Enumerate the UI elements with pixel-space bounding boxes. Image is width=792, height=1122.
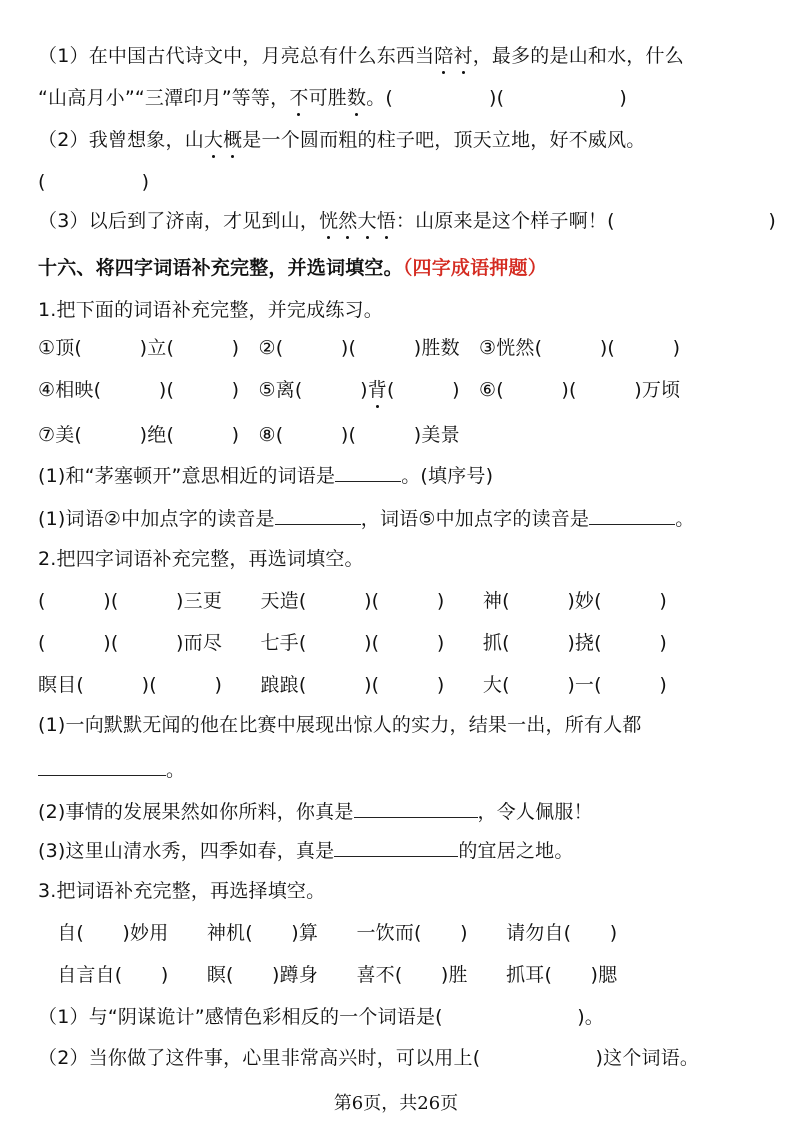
- page-number: 第6页，共26页: [333, 1093, 459, 1114]
- dotted-char: 悟: [376, 210, 396, 232]
- text: ，词语⑤中加点字的读音是: [360, 508, 590, 530]
- answer-line[interactable]: [38, 757, 166, 776]
- sub2-heading: 2.把四字词语补充完整，再选词填空。: [38, 548, 364, 570]
- answer-line[interactable]: [335, 463, 401, 482]
- answer-line[interactable]: [354, 799, 478, 818]
- sub2-row2[interactable]: ( )( )而尽 七手( )( ) 抓( )挠( ): [38, 632, 667, 654]
- q15-3-line: [38, 209, 776, 233]
- q15-1-line1: [38, 44, 684, 68]
- sub2-row1[interactable]: ( )( )三更 天造( )( ) 神( )妙( ): [38, 590, 667, 612]
- sub1-q2: [38, 506, 694, 531]
- q15-2-answer[interactable]: ( ): [38, 171, 150, 193]
- text: 。(填序号): [401, 465, 494, 487]
- sub3-heading: 3.把词语补充完整，再选择填空。: [38, 880, 326, 902]
- dotted-char: 大: [203, 129, 224, 151]
- text: （3）以后到了济南，才见到山，: [38, 210, 320, 232]
- text: （2）我曾想象，山: [38, 129, 204, 151]
- answer-blanks[interactable]: 。( )( ): [366, 87, 628, 109]
- answer-line[interactable]: [334, 838, 458, 857]
- dotted-char: 概: [223, 129, 243, 151]
- sub2-q3: [38, 838, 574, 863]
- sub3-row2[interactable]: 自言自( ) 瞑( )蹲身 喜不( )胜 抓耳( )腮: [38, 964, 618, 986]
- text: (1)和“茅塞顿开”意思相近的词语是: [38, 465, 336, 487]
- text[interactable]: ( ) ⑥( )( )万顷: [386, 379, 681, 401]
- answer-blank[interactable]: ：山原来是这个样子啊！( ): [395, 210, 776, 232]
- sub2-q1: (1)一向默默无闻的他在比赛中展现出惊人的实力，结果一出，所有人都: [38, 714, 642, 736]
- text: “山高月小”“三潭印月”等等，: [38, 87, 290, 109]
- text[interactable]: ④相映( )( ) ⑤离( ): [38, 379, 368, 401]
- text: 。: [675, 508, 695, 530]
- dotted-char: 衬: [453, 45, 473, 67]
- text: (2)事情的发展果然如你所料，你真是: [38, 801, 354, 823]
- answer-line[interactable]: [589, 506, 675, 525]
- text: 。: [166, 759, 186, 781]
- text: ，最多的是山和水，什么: [472, 45, 684, 67]
- q15-1-line2: [38, 86, 627, 110]
- sub2-row3[interactable]: 瞑目( )( ) 踉踉( )( ) 大( )一( ): [38, 674, 667, 696]
- section-tag: （四字成语押题）: [402, 257, 547, 279]
- sub1-q1: [38, 463, 493, 488]
- text: ，令人佩服！: [477, 801, 593, 823]
- dotted-char: 陪: [434, 45, 454, 67]
- text: 的宜居之地。: [458, 840, 574, 862]
- sub3-row1[interactable]: 自( )妙用 神机( )算 一饮而( ) 请勿自( ): [38, 922, 618, 944]
- sub3-q1[interactable]: （1）与“阴谋诡计”感情色彩相反的一个词语是( )。: [38, 1006, 605, 1028]
- sub2-q2: [38, 799, 593, 824]
- text: （1）在中国古代诗文中，月亮总有什么东西当: [38, 45, 435, 67]
- sub1-row2[interactable]: [38, 378, 680, 402]
- sub1-row3[interactable]: ⑦美( )绝( ) ⑧( )( )美景: [38, 424, 460, 446]
- sub1-heading: 1.把下面的词语补充完整，并完成练习。: [38, 299, 383, 321]
- text: (3)这里山清水秀，四季如春，真是: [38, 840, 335, 862]
- dotted-char: 然: [338, 210, 358, 232]
- dotted-char: 不: [289, 87, 309, 109]
- section-title: 十六、将四字词语补充完整，并选词填空。: [38, 257, 403, 279]
- q15-2-line1: [38, 128, 646, 152]
- dotted-char: 大: [357, 210, 377, 232]
- dotted-char: 背: [367, 379, 387, 401]
- text: 是一个圆而粗的柱子吧，顶天立地，好不威风。: [242, 129, 646, 151]
- text: 可胜: [308, 87, 347, 109]
- text: (1)词语②中加点字的读音是: [38, 508, 275, 530]
- sub2-q1-answer: [38, 757, 185, 782]
- answer-line[interactable]: [275, 506, 361, 525]
- sub1-row1[interactable]: ①顶( )立( ) ②( )( )胜数 ③恍然( )( ): [38, 337, 681, 359]
- dotted-char: 恍: [319, 210, 339, 232]
- dotted-char: 数: [346, 87, 367, 109]
- section-16-heading: [38, 256, 547, 280]
- sub3-q2[interactable]: （2）当你做了这件事，心里非常高兴时，可以用上( )这个词语。: [38, 1047, 700, 1069]
